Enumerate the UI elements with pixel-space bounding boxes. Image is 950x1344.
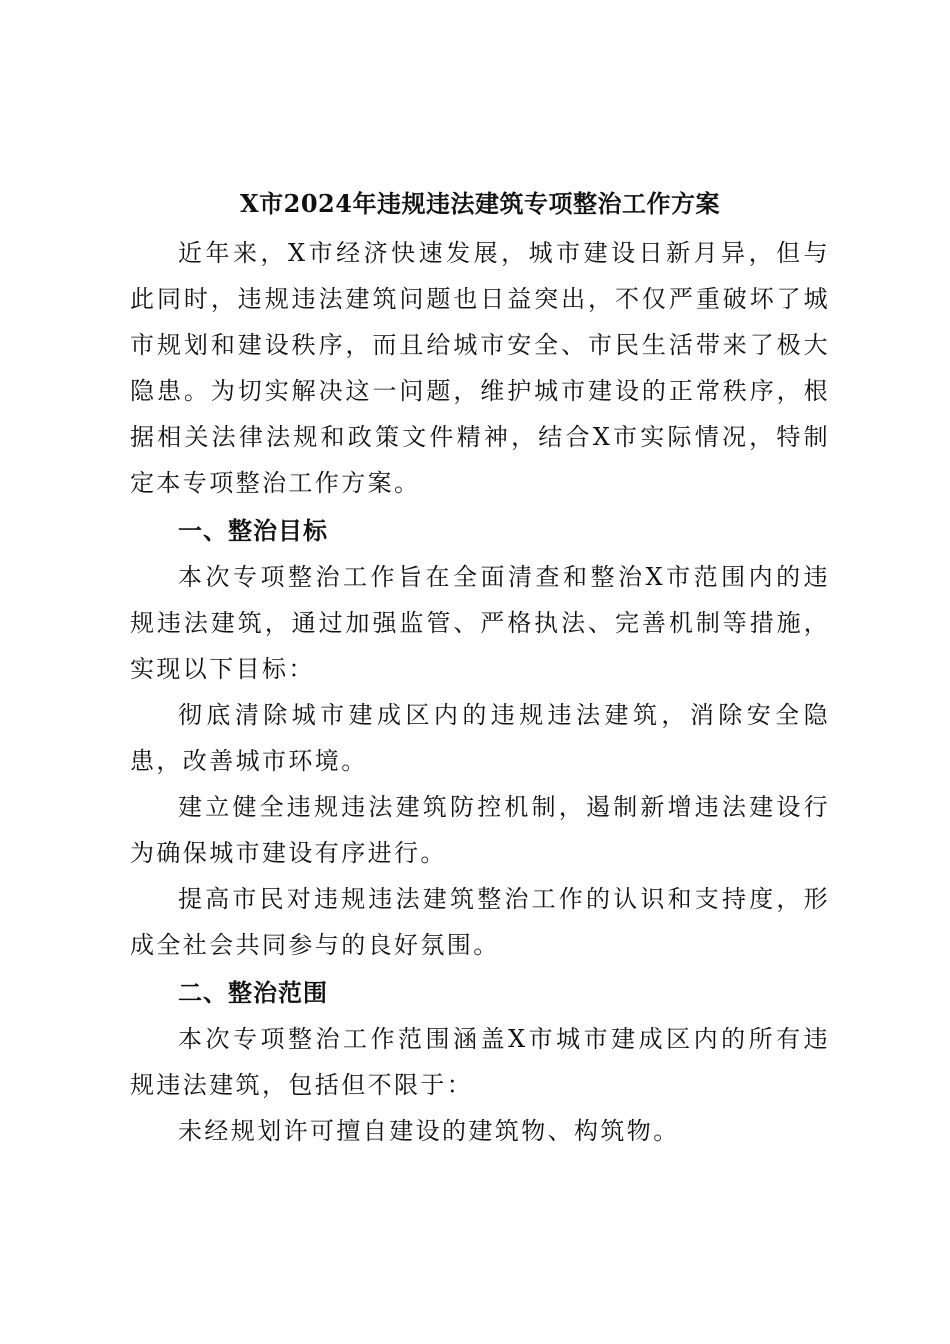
scope-lead-paragraph: 本次专项整治工作范围涵盖X市城市建成区内的所有违规违法建筑，包括但不限于： [130, 1025, 830, 1099]
goal-item: 建立健全违规违法建筑防控机制，遏制新增违法建设行为确保城市建设有序进行。 [130, 793, 830, 867]
document-title: X市2024年违规违法建筑专项整治工作方案 [240, 189, 720, 218]
goal-item: 彻底清除城市建成区内的违规违法建筑，消除安全隐患，改善城市环境。 [130, 701, 830, 775]
document-page [130, 186, 830, 1154]
intro-paragraph: 近年来，X市经济快速发展，城市建设日新月异，但与此同时，违规违法建筑问题也日益突出，不仅严重破坏了城市规划和建设秩序，而且给城市安全、市民生活带来了极大隐患。为切实解决这一问题，维护城市建设的正常秩序，根据相关法律法规和政策文件精神，结合X市实际情况，特制定本专项整治工作方案。 [130, 239, 830, 497]
section-heading-scope: 二、整治范围 [178, 979, 328, 1007]
goals-lead-paragraph: 本次专项整治工作旨在全面清查和整治X市范围内的违规违法建筑，通过加强监管、严格执法、完善机制等措施，实现以下目标： [130, 563, 830, 683]
scope-item: 未经规划许可擅自建设的建筑物、构筑物。 [178, 1117, 680, 1145]
goal-item: 提高市民对违规违法建筑整治工作的认识和支持度，形成全社会共同参与的良好氛围。 [130, 885, 830, 959]
section-heading-goals: 一、整治目标 [178, 517, 328, 545]
